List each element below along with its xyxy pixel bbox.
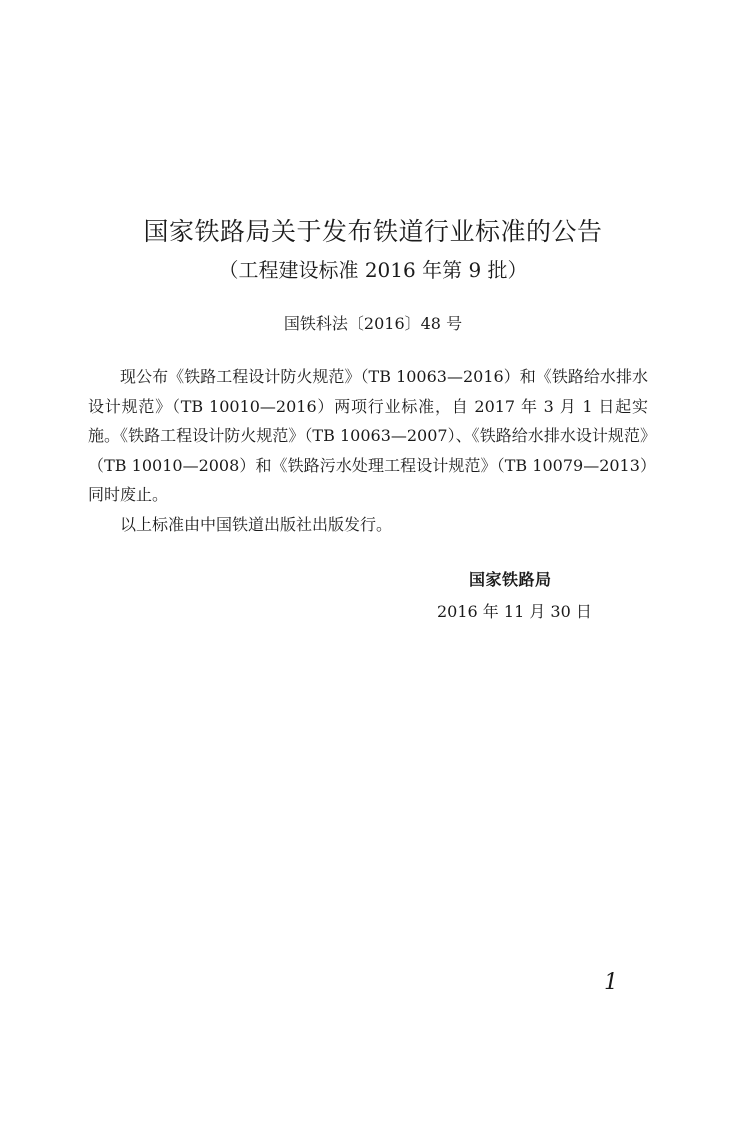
body-paragraph: 以上标准由中国铁道出版社出版发行。 (120, 514, 393, 534)
document-subtitle: （工程建设标准 2016 年第 9 批） (218, 258, 528, 282)
page-number: 1 (604, 970, 618, 995)
document-body (88, 362, 648, 539)
document-title: 国家铁路局关于发布铁道行业标准的公告 (143, 217, 603, 246)
body-paragraph: 现公布《铁路工程设计防火规范》（TB 10063—2016）和《铁路给水排水设计规范》（TB 10010—2016）两项行业标准，自 2017 年 3 月 1 日起实施。《铁路工程设计防火规范》（TB 10063—2007）、《铁路给水排水设计规范》（TB 10010—2008）和《铁路污水处理工程设计规范》（TB 10079—2013）同时废止。 (88, 367, 648, 504)
issuer-name: 国家铁路局 (469, 570, 552, 589)
document-number: 国铁科法〔2016〕48 号 (283, 314, 463, 333)
issue-date: 2016 年 11 月 30 日 (437, 602, 592, 621)
